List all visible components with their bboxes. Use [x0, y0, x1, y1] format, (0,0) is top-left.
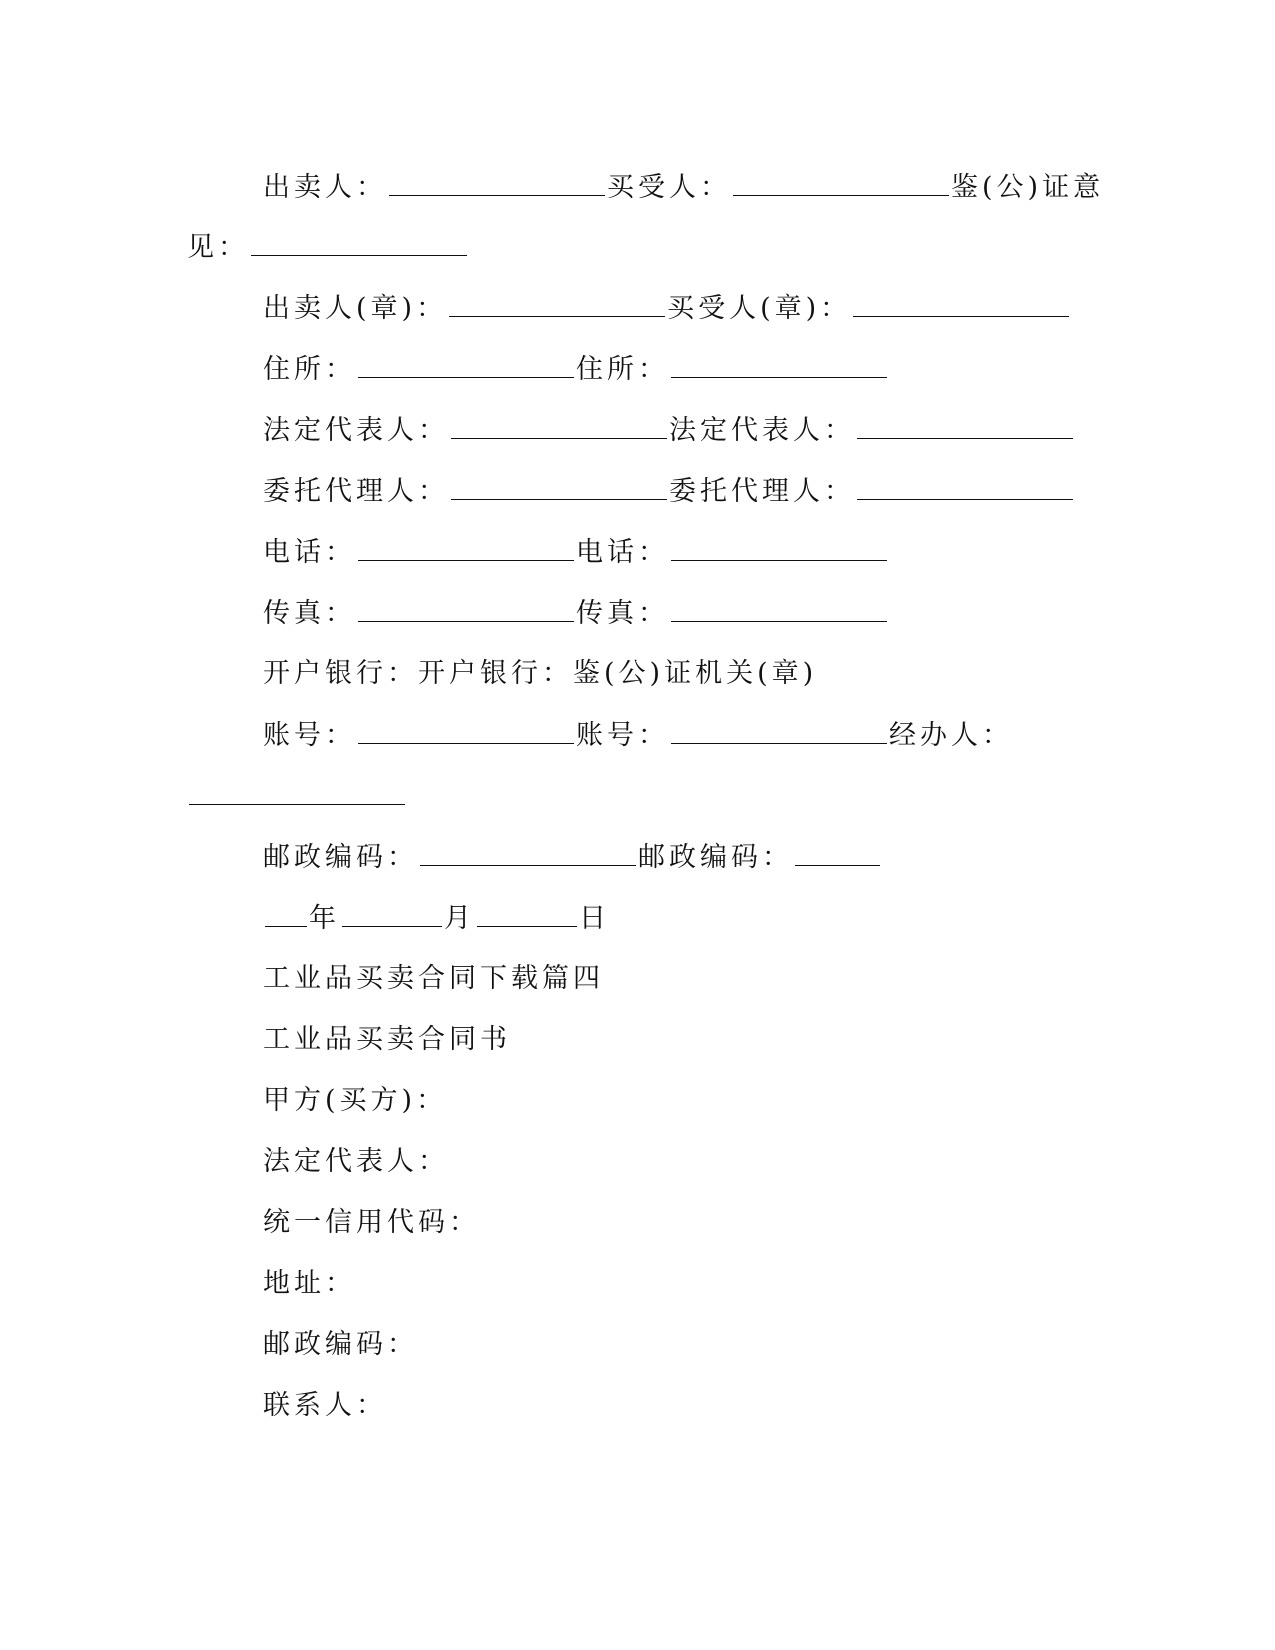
buyer-account-blank — [671, 717, 887, 744]
month-label: 月 — [444, 903, 475, 934]
year-label: 年 — [309, 903, 340, 934]
fax-line — [263, 595, 889, 632]
party-a-postcode-label: 邮政编码： — [263, 1329, 418, 1360]
buyer-seal-blank — [853, 290, 1069, 317]
credit-code-label: 统一信用代码： — [263, 1207, 480, 1238]
seller-address-blank — [358, 351, 574, 378]
buyer-agent-label: 委托代理人： — [669, 476, 855, 507]
seller-blank — [389, 169, 605, 196]
seller-postcode-blank — [420, 839, 636, 866]
seller-account-blank — [358, 717, 574, 744]
buyer-agent-blank — [857, 473, 1073, 500]
section-heading — [263, 961, 604, 997]
buyer-address-blank — [671, 351, 887, 378]
buyer-fax-label: 传真： — [576, 598, 669, 629]
notary-opinion-blank — [251, 229, 467, 256]
account-line — [263, 717, 1013, 754]
section-heading-text: 工业品买卖合同下载篇四 — [263, 963, 604, 994]
party-a-label: 甲方(买方)： — [263, 1085, 448, 1116]
seller-seal-blank — [449, 290, 665, 317]
seller-postcode-label: 邮政编码： — [263, 842, 418, 873]
seller-fax-blank — [358, 595, 574, 622]
party-a-address-label: 地址： — [263, 1268, 356, 1299]
seller-phone-blank — [358, 534, 574, 561]
handler-continuation — [187, 778, 407, 815]
seller-fax-label: 传真： — [263, 598, 356, 629]
bank-label: 开户银行：开户银行：鉴(公)证机关(章) — [263, 658, 818, 689]
legal-rep-line — [263, 412, 1075, 449]
buyer-account-label: 账号： — [576, 720, 669, 751]
party-a-contact-label: 联系人： — [263, 1390, 387, 1421]
buyer-postcode-blank — [795, 839, 880, 866]
credit-code-line — [263, 1205, 480, 1241]
agent-line — [263, 473, 1075, 510]
bank-line — [263, 656, 817, 692]
day-blank — [477, 900, 577, 927]
contract-title-text: 工业品买卖合同书 — [263, 1024, 511, 1055]
party-a-postcode-line — [263, 1327, 418, 1363]
buyer-legal-rep-blank — [857, 412, 1073, 439]
date-line — [263, 900, 610, 937]
notary-opinion-label: 鉴(公)证意 — [951, 172, 1105, 203]
notary-opinion-label-cont: 见： — [187, 232, 249, 263]
party-a-legal-rep-line — [263, 1144, 449, 1180]
buyer-phone-blank — [671, 534, 887, 561]
seller-legal-rep-label: 法定代表人： — [263, 415, 449, 446]
seller-account-label: 账号： — [263, 720, 356, 751]
seller-address-label: 住所： — [263, 354, 356, 385]
phone-line — [263, 534, 889, 571]
seller-label: 出卖人： — [263, 172, 387, 203]
buyer-legal-rep-label: 法定代表人： — [669, 415, 855, 446]
seal-line — [263, 290, 1071, 327]
buyer-seal-label: 买受人(章)： — [667, 293, 852, 324]
buyer-phone-label: 电话： — [576, 537, 669, 568]
party-a-legal-rep-label: 法定代表人： — [263, 1146, 449, 1177]
seller-agent-blank — [451, 473, 667, 500]
year-blank — [265, 900, 307, 927]
buyer-postcode-label: 邮政编码： — [638, 842, 793, 873]
buyer-fax-blank — [671, 595, 887, 622]
seller-legal-rep-blank — [451, 412, 667, 439]
day-label: 日 — [579, 903, 610, 934]
postcode-line — [263, 839, 882, 876]
seller-phone-label: 电话： — [263, 537, 356, 568]
handler-label: 经办人： — [889, 720, 1013, 751]
buyer-label: 买受人： — [607, 172, 731, 203]
address-line — [263, 351, 889, 388]
handler-blank — [189, 778, 405, 805]
seller-seal-label: 出卖人(章)： — [263, 293, 448, 324]
party-a-contact-line — [263, 1388, 387, 1424]
signature-line-parties — [263, 169, 1104, 206]
party-a-address-line — [263, 1266, 356, 1302]
contract-title — [263, 1022, 511, 1058]
notary-opinion-continuation — [187, 229, 469, 266]
party-a-line — [263, 1083, 447, 1119]
buyer-address-label: 住所： — [576, 354, 669, 385]
buyer-blank — [733, 169, 949, 196]
month-blank — [342, 900, 442, 927]
seller-agent-label: 委托代理人： — [263, 476, 449, 507]
